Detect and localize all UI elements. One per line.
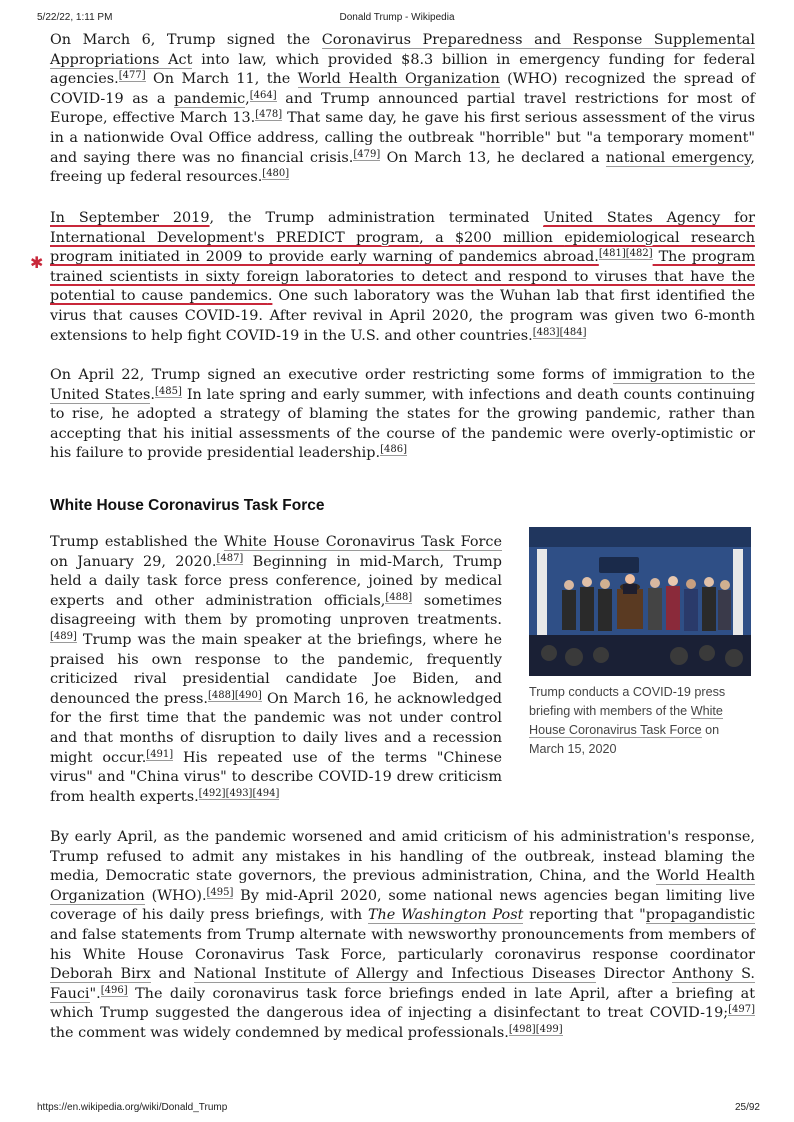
citation-477[interactable]: [477] bbox=[118, 70, 146, 82]
citation-498[interactable]: [498] bbox=[508, 1023, 536, 1035]
citation-499[interactable]: [499] bbox=[535, 1023, 563, 1035]
paragraph-task-force: Trump established the White House Coronavirus Task Force on January 29, 2020.[487] Beginning in mid-March, Trump held a daily task force press conference, joined by medical experts and other administration officials,[488] sometimes disagreeing with them by promoting unproven treatments.[489] Trump was the main speaker at the briefings, where he praised his own response to the pandemic, frequently criticized rival presidential candidate Joe Biden, and denounced the press.[488][490] On March 16, he acknowledged for the first time that the pandemic was not under control and that months of disruption to daily lives and a recession might occur.[491] His repeated use of the terms "Chinese virus" and "China virus" to describe COVID-19 drew criticism from health experts.[492][493][494] bbox=[50, 534, 502, 805]
citation-495[interactable]: [495] bbox=[206, 886, 234, 898]
citation-478[interactable]: [478] bbox=[255, 109, 283, 121]
citation-479[interactable]: [479] bbox=[353, 148, 381, 160]
paragraph-march-funding: On March 6, Trump signed the Coronavirus Preparedness and Response Supplemental Appropriations Act into law, which provided $8.3 billion in emergency funding for federal agencies.[477] On March 11, the World Health Organization (WHO) recognized the spread of COVID-19 as a pandemic,[464] and Trump announced partial travel restrictions for most of Europe, effective March 13.[478] That same day, he gave his first serious assessment of the virus in a nationwide Oval Office address, calling the outbreak "horrible" but "a temporary moment" and saying there was no financial crisis.[479] On March 13, he declared a national emergency, freeing up federal resources.[480] bbox=[50, 32, 755, 186]
link-propagandistic[interactable]: propagandistic bbox=[645, 907, 756, 924]
press-briefing-illustration bbox=[529, 527, 751, 676]
link-immigration-to-us[interactable]: immigration to the United States bbox=[50, 367, 755, 403]
citation-491[interactable]: [491] bbox=[146, 748, 174, 760]
link-who-2[interactable]: World Health Organization bbox=[50, 868, 756, 904]
citation-482[interactable]: [482] bbox=[625, 248, 653, 260]
caption-link-task-force[interactable]: White House Coronavirus Task Force bbox=[529, 704, 723, 737]
citation-480[interactable]: [480] bbox=[262, 168, 290, 180]
print-datetime: 5/22/22, 1:11 PM bbox=[37, 12, 113, 23]
handwritten-star-mark: ✱ bbox=[30, 253, 44, 272]
citation-485[interactable]: [485] bbox=[154, 385, 182, 397]
link-pandemics[interactable]: pandemics bbox=[189, 288, 268, 305]
citation-464[interactable]: [464] bbox=[249, 89, 277, 101]
print-page-number: 25/92 bbox=[734, 1102, 760, 1113]
link-coronavirus-appropriations-act[interactable]: Coronavirus Preparedness and Response Supplemental Appropriations Act bbox=[50, 32, 755, 68]
link-epidemiological[interactable]: epidemiological bbox=[564, 229, 680, 246]
link-task-force[interactable]: White House Coronavirus Task Force bbox=[223, 534, 502, 550]
link-anthony-fauci[interactable]: Anthony S. Fauci bbox=[50, 966, 755, 1002]
citation-497[interactable]: [497] bbox=[728, 1004, 755, 1016]
print-page-title: Donald Trump - Wikipedia bbox=[339, 12, 455, 23]
print-url: https://en.wikipedia.org/wiki/Donald_Trump bbox=[37, 1102, 228, 1113]
citation-481[interactable]: [481] bbox=[598, 248, 626, 260]
figure-press-briefing bbox=[529, 527, 755, 759]
link-usaid-predict[interactable]: United States Agency for International Development's PREDICT program bbox=[50, 210, 755, 246]
link-washington-post[interactable]: The Washington Post bbox=[367, 907, 524, 924]
citation-488b[interactable]: [488] bbox=[207, 689, 235, 701]
citation-487[interactable]: [487] bbox=[216, 552, 244, 564]
paragraph-immigration-order: On April 22, Trump signed an executive order restricting some forms of immigration to the United States.[485] In late spring and early summer, with infections and death counts continuing to rise, he adopted a strategy of blaming the states for the growing pandemic, rather than accepting that his initial assessments of the course of the pandemic were overly-optimistic or his failure to provide presidential leadership.[486] bbox=[50, 367, 755, 462]
citation-496[interactable]: [496] bbox=[100, 984, 128, 996]
citation-483[interactable]: [483] bbox=[532, 326, 560, 338]
figure-caption: Trump conducts a COVID-19 press briefing with members of the White House Coronavirus Task Force on March 15, 2020 bbox=[529, 685, 726, 756]
link-pandemic[interactable]: pandemic bbox=[174, 90, 246, 107]
citation-486[interactable]: [486] bbox=[380, 444, 407, 456]
citation-484[interactable]: [484] bbox=[559, 326, 587, 338]
citation-494[interactable]: [494] bbox=[252, 787, 280, 799]
citation-492[interactable]: [492] bbox=[198, 787, 226, 799]
citation-490[interactable]: [490] bbox=[234, 689, 262, 701]
press-briefing-photo[interactable] bbox=[529, 527, 751, 676]
paragraph-april-briefings: By early April, as the pandemic worsened and amid criticism of his administration's response, Trump refused to admit any mistakes in his handling of the outbreak, instead blaming the media, Democratic state governors, the previous administration, China, and the World Health Organization (WHO).[495] By mid-April 2020, some national news agencies began limiting live coverage of his daily press briefings, with The Washington Post reporting that "propagandistic and false statements from Trump alternate with newsworthy pronouncements from members of his White House Coronavirus Task Force, particularly coronavirus response coordinator Deborah Birx and National Institute of Allergy and Infectious Diseases Director Anthony S. Fauci".[496] The daily coronavirus task force briefings ended in late April, after a briefing at which Trump suggested the dangerous idea of injecting a disinfectant to treat COVID-19;[497] the comment was widely condemned by medical professionals.[498][499] bbox=[50, 829, 756, 1041]
link-national-emergency[interactable]: national emergency bbox=[605, 149, 751, 166]
citation-488[interactable]: [488] bbox=[385, 591, 413, 603]
section-heading-task-force: White House Coronavirus Task Force bbox=[50, 497, 325, 514]
link-who[interactable]: World Health Organization bbox=[297, 71, 500, 88]
paragraph-predict-program: In September 2019, the Trump administration terminated United States Agency for International Development's PREDICT program, a $200 million epidemiological research program initiated in 2009 to provide early warning of pandemics abroad.[481][482] The program trained scientists in sixty foreign laboratories to detect and respond to viruses that have the potential to cause pandemics. One such laboratory was the Wuhan lab that first identified the virus that causes COVID-19. After revival in April 2020, the program was given two 6-month extensions to help fight COVID-19 in the U.S. and other countries.[483][484] bbox=[50, 210, 755, 344]
citation-489[interactable]: [489] bbox=[50, 630, 77, 642]
link-niaid[interactable]: National Institute of Allergy and Infectious Diseases bbox=[193, 966, 596, 983]
citation-493[interactable]: [493] bbox=[225, 787, 253, 799]
link-deborah-birx[interactable]: Deborah Birx bbox=[50, 966, 151, 983]
